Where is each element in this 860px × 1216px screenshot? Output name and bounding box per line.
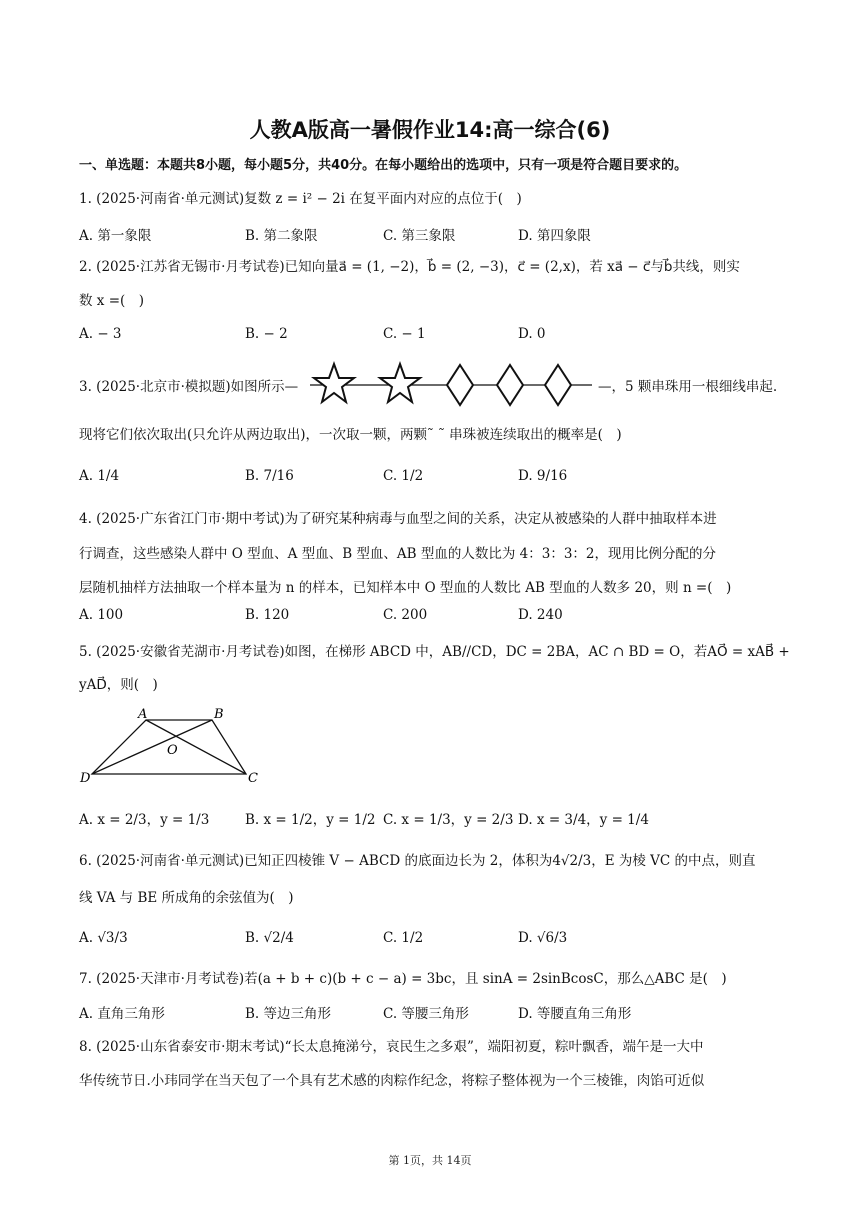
question-8-stem-line1: 8. (2025·山东省泰安市·期末考试)“长太息掩涕兮，哀民生之多艰”，端阳初夏，粽叶飘香，端午是一大中 bbox=[79, 1039, 704, 1055]
q6-option-b: B. √2/4 bbox=[245, 930, 294, 946]
q3-option-c: C. 1/2 bbox=[383, 468, 424, 484]
question-5-stem-line1: 5. (2025·安徽省芜湖市·月考试卷)如图，在梯形 ABCD 中，AB//CD，DC = 2BA，AC ∩ BD = O，若AO⃗ = xAB⃗ + bbox=[79, 644, 790, 660]
diamond-bead-1 bbox=[447, 365, 473, 405]
page-footer: 第 1页，共 14页 bbox=[388, 1154, 472, 1167]
question-7-stem: 7. (2025·天津市·月考试卷)若(a + b + c)(b + c − a) = 3bc，且 sinA = 2sinBcosC，那么△ABC 是( ) bbox=[79, 971, 727, 987]
question-8-stem-line2: 华传统节日.小玮同学在当天包了一个具有艺术感的肉粽作纪念，将粽子整体视为一个三棱锥，肉馅可近似 bbox=[79, 1073, 705, 1089]
q5-option-b: B. x = 1/2，y = 1/2 bbox=[245, 812, 376, 828]
question-3-stem-suffix: —，5 颗串珠用一根细线串起. bbox=[598, 379, 778, 395]
q3-option-b: B. 7/16 bbox=[245, 468, 294, 484]
question-4-stem-line1: 4. (2025·广东省江门市·期中考试)为了研究某种病毒与血型之间的关系，决定从被感染的人群中抽取样本进 bbox=[79, 511, 717, 527]
q2-option-b: B. − 2 bbox=[245, 326, 288, 342]
q5-option-d: D. x = 3/4，y = 1/4 bbox=[518, 812, 649, 828]
q1-option-a: A. 第一象限 bbox=[79, 228, 152, 244]
question-5-stem-line2: yAD⃗，则( ) bbox=[79, 677, 158, 693]
q1-option-b: B. 第二象限 bbox=[245, 228, 318, 244]
question-2-stem-line2: 数 x =( ) bbox=[79, 293, 145, 309]
diamond-bead-2 bbox=[497, 365, 523, 405]
page-title: 人教A版高一暑假作业14:高一综合(6) bbox=[249, 118, 611, 142]
q4-option-b: B. 120 bbox=[245, 607, 290, 623]
vertex-label-b: B bbox=[214, 707, 224, 722]
question-3-stem-prefix: 3. (2025·北京市·模拟题)如图所示— bbox=[79, 379, 299, 395]
section-heading: 一、单选题：本题共8小题，每小题5分，共40分。在每小题给出的选项中，只有一项是符合题目要求的。 bbox=[79, 158, 688, 173]
bead-string-figure bbox=[310, 360, 592, 410]
q7-option-a: A. 直角三角形 bbox=[79, 1006, 165, 1022]
question-4-stem-line3: 层随机抽样方法抽取一个样本量为 n 的样本，已知样本中 O 型血的人数比 AB 型血的人数多 20，则 n =( ) bbox=[79, 580, 732, 596]
q7-option-d: D. 等腰直角三角形 bbox=[518, 1006, 632, 1022]
q5-option-a: A. x = 2/3，y = 1/3 bbox=[79, 812, 210, 828]
q1-option-d: D. 第四象限 bbox=[518, 228, 591, 244]
q6-option-a: A. √3/3 bbox=[79, 930, 128, 946]
star-bead-1 bbox=[314, 364, 354, 402]
q4-option-d: D. 240 bbox=[518, 607, 563, 623]
vertex-label-o: O bbox=[167, 743, 178, 758]
question-2-stem-line1: 2. (2025·江苏省无锡市·月考试卷)已知向量a⃗ = (1, −2)，b⃗ = (2, −3)，c⃗ = (2,x)，若 xa⃗ − c⃗与b⃗共线，则实 bbox=[79, 259, 740, 275]
q4-option-c: C. 200 bbox=[383, 607, 428, 623]
question-6-stem-line2: 线 VA 与 BE 所成角的余弦值为( ) bbox=[79, 890, 294, 906]
q7-option-b: B. 等边三角形 bbox=[245, 1006, 332, 1022]
trapezoid-figure bbox=[78, 706, 268, 786]
q3-option-d: D. 9/16 bbox=[518, 468, 568, 484]
q6-option-c: C. 1/2 bbox=[383, 930, 424, 946]
q5-option-c: C. x = 1/3，y = 2/3 bbox=[383, 812, 514, 828]
q2-option-c: C. − 1 bbox=[383, 326, 426, 342]
question-4-stem-line2: 行调查，这些感染人群中 O 型血、A 型血、B 型血、AB 型血的人数比为 4：3：3：2，现用比例分配的分 bbox=[79, 546, 717, 562]
q1-option-c: C. 第三象限 bbox=[383, 228, 456, 244]
star-bead-2 bbox=[380, 364, 420, 402]
vertex-label-c: C bbox=[248, 771, 258, 786]
q2-option-d: D. 0 bbox=[518, 326, 546, 342]
diamond-bead-3 bbox=[545, 365, 571, 405]
question-1-stem: 1. (2025·河南省·单元测试)复数 z = i² − 2i 在复平面内对应的点位于( ) bbox=[79, 191, 522, 207]
q2-option-a: A. − 3 bbox=[79, 326, 122, 342]
q3-option-a: A. 1/4 bbox=[79, 468, 120, 484]
question-3-stem-line2: 现将它们依次取出(只允许从两边取出)，一次取一颗，两颗˜ ˜ 串珠被连续取出的概率是( ) bbox=[79, 427, 622, 443]
q4-option-a: A. 100 bbox=[79, 607, 124, 623]
q6-option-d: D. √6/3 bbox=[518, 930, 568, 946]
q7-option-c: C. 等腰三角形 bbox=[383, 1006, 469, 1022]
question-6-stem-line1: 6. (2025·河南省·单元测试)已知正四棱锥 V − ABCD 的底面边长为 2，体积为4√2/3，E 为棱 VC 的中点，则直 bbox=[79, 853, 756, 869]
vertex-label-a: A bbox=[138, 707, 148, 722]
vertex-label-d: D bbox=[80, 771, 91, 786]
